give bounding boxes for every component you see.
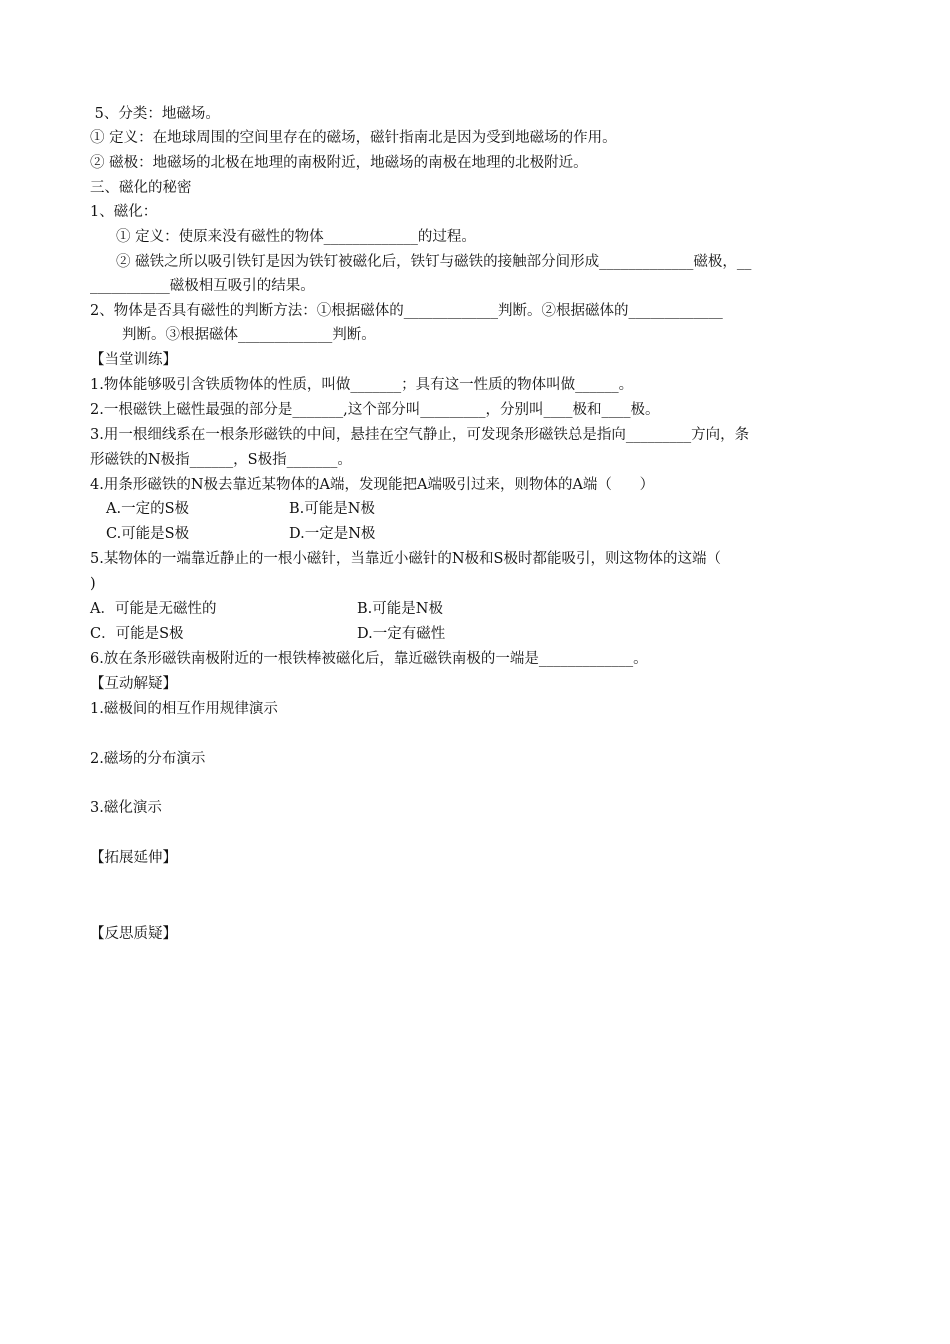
question-5-option-d: D.一定有磁性 — [357, 626, 446, 642]
question-4-option-d: D.一定是N极 — [289, 526, 376, 542]
question-5: 5.某物体的一端靠近静止的一根小磁针，当靠近小磁针的N极和S极时都能吸引，则这物体的这端（ — [90, 551, 721, 567]
section-5-definition: ① 定义：在地球周围的空间里存在的磁场，磁针指南北是因为受到地磁场的作用。 — [90, 130, 617, 146]
demo-2: 2.磁场的分布演示 — [90, 751, 206, 767]
training-heading: 【当堂训练】 — [90, 352, 177, 368]
question-6: 6.放在条形磁铁南极附近的一根铁棒被磁化后，靠近磁铁南极的一端是_____________。 — [90, 651, 648, 667]
section-5-title: 5、分类：地磁场。 — [90, 106, 220, 122]
question-5-option-c: C．可能是S极 — [90, 626, 184, 642]
extension-heading: 【拓展延伸】 — [90, 850, 177, 866]
magnetization-title: 1、磁化： — [90, 204, 158, 220]
magnetism-judgement: 2、物体是否具有磁性的判断方法：①根据磁体的_____________判断。②根据磁体的_____________ — [90, 303, 723, 319]
question-2: 2.一根磁铁上磁性最强的部分是_______,这个部分叫_________，分别叫____极和____极。 — [90, 402, 660, 418]
question-4-option-c: C.可能是S极 — [106, 526, 190, 542]
question-5-cont: ) — [90, 576, 96, 592]
section-5-poles: ② 磁极：地磁场的北极在地理的南极附近，地磁场的南极在地理的北极附近。 — [90, 155, 588, 171]
magnetism-judgement-cont: 判断。③根据磁体_____________判断。 — [122, 327, 376, 343]
question-4-option-a: A.一定的S极 — [106, 501, 190, 517]
question-5-option-a: A．可能是无磁性的 — [90, 601, 217, 617]
demo-1: 1.磁极间的相互作用规律演示 — [90, 701, 278, 717]
magnetization-attraction: ② 磁铁之所以吸引铁钉是因为铁钉被磁化后，铁钉与磁铁的接触部分间形成_____________磁极，__ — [116, 254, 752, 270]
magnetization-definition: ① 定义：使原来没有磁性的物体_____________的过程。 — [116, 229, 476, 245]
question-5-option-b: B.可能是N极 — [357, 601, 443, 617]
interactive-heading: 【互动解疑】 — [90, 676, 177, 692]
question-4-option-b: B.可能是N极 — [289, 501, 375, 517]
question-1: 1.物体能够吸引含铁质物体的性质，叫做_______；具有这一性质的物体叫做______。 — [90, 377, 634, 393]
demo-3: 3.磁化演示 — [90, 800, 162, 816]
question-3-cont: 形磁铁的N极指______，S极指_______。 — [90, 452, 352, 468]
reflection-heading: 【反思质疑】 — [90, 926, 177, 942]
magnetization-attraction-cont: ___________磁极相互吸引的结果。 — [90, 278, 315, 294]
section-3-title: 三、磁化的秘密 — [90, 180, 192, 196]
question-3: 3.用一根细线系在一根条形磁铁的中间，悬挂在空气静止，可发现条形磁铁总是指向_________方向，条 — [90, 427, 750, 443]
question-4: 4.用条形磁铁的N极去靠近某物体的A端，发现能把A端吸引过来，则物体的A端（ ） — [90, 477, 655, 493]
